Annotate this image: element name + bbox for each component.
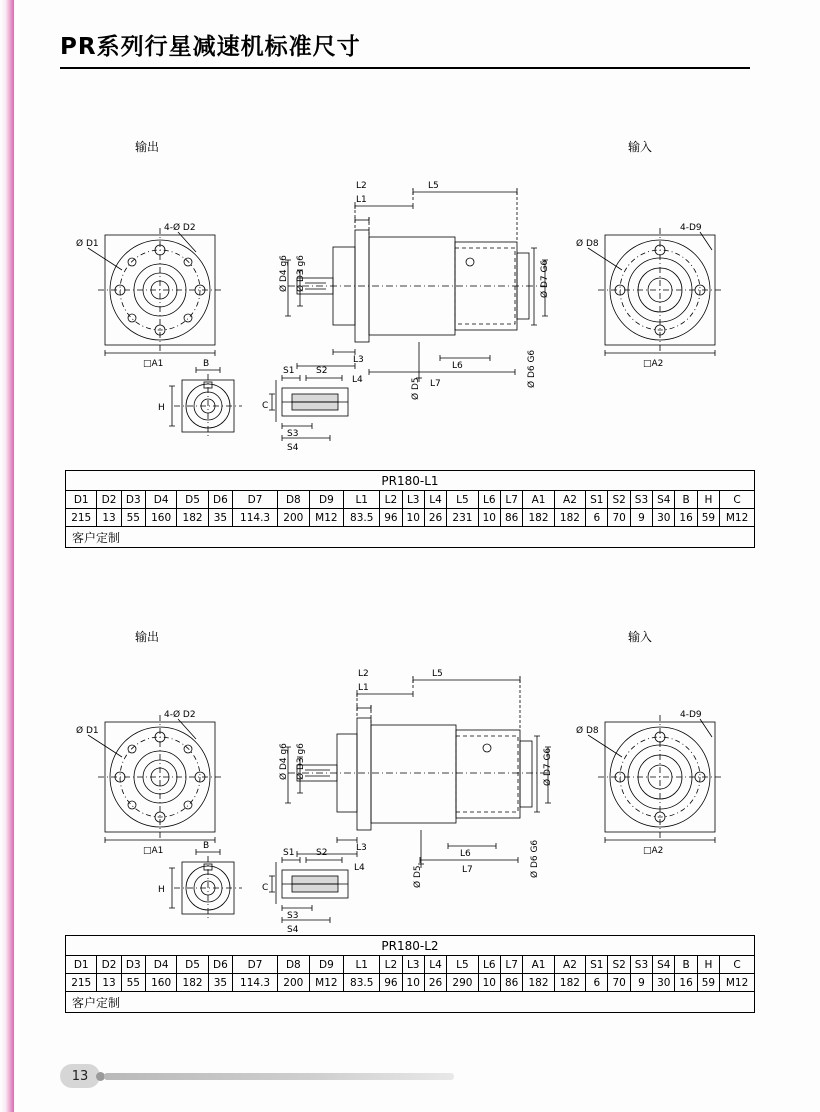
table-cell: 59 [697, 974, 719, 992]
table-cell: M12 [720, 974, 755, 992]
callout-l4-2: L4 [354, 863, 365, 873]
table-cell: 59 [697, 509, 719, 527]
spec-table-1 [65, 470, 755, 548]
callout-d2-1: 4-Ø D2 [164, 223, 196, 233]
table-cell: 96 [380, 974, 402, 992]
callout-b-2: B [203, 841, 210, 851]
callout-d2-2: 4-Ø D2 [164, 710, 196, 720]
callout-d1-1: Ø D1 [76, 239, 99, 249]
table-cell: 86 [500, 974, 522, 992]
callout-a2-2: □A2 [643, 846, 664, 856]
col-header: S2 [608, 491, 630, 509]
callout-a1-1: □A1 [143, 359, 164, 369]
table-cell: 182 [523, 509, 554, 527]
table-cell: 215 [66, 974, 97, 992]
col-header: L3 [402, 491, 424, 509]
label-output-1: 输出 [135, 140, 160, 154]
model-name: PR180-L1 [66, 471, 755, 491]
table-cell: 70 [608, 509, 630, 527]
table-cell: 182 [177, 974, 208, 992]
col-header: L5 [447, 956, 478, 974]
callout-d3-2: Ø D3 g6 [296, 743, 306, 780]
table-cell: 83.5 [344, 974, 380, 992]
spec-section-1 [0, 120, 820, 545]
label-input-1: 输入 [628, 140, 653, 154]
table-cell: 83.5 [344, 509, 380, 527]
table-cell: 10 [478, 509, 500, 527]
callout-a2-1: □A2 [643, 359, 664, 369]
drawing-group-1 [0, 120, 820, 453]
callout-l6-1: L6 [452, 361, 463, 371]
table-cell: 231 [447, 509, 478, 527]
table-cell: 114.3 [233, 509, 278, 527]
col-header: D4 [145, 956, 176, 974]
callout-d9-2: 4-D9 [680, 710, 702, 720]
callout-s4-2: S4 [287, 925, 299, 935]
table-cell: 182 [554, 509, 585, 527]
callout-d5-1: Ø D5 [411, 377, 421, 400]
callout-s1-2: S1 [283, 848, 295, 858]
col-header: L4 [424, 956, 446, 974]
col-header: S3 [630, 956, 652, 974]
callout-s2-1: S2 [316, 366, 328, 376]
table-cell: 96 [380, 509, 402, 527]
table-cell: 182 [554, 974, 585, 992]
table-cell: 290 [447, 974, 478, 992]
col-header: D8 [278, 956, 309, 974]
label-output-2: 输出 [135, 630, 160, 644]
col-header: S2 [608, 956, 630, 974]
callout-l4-1: L4 [352, 375, 363, 385]
table-cell: 9 [630, 509, 652, 527]
col-header: D6 [208, 956, 232, 974]
col-header: S4 [653, 956, 675, 974]
callout-l5-1: L5 [428, 181, 439, 191]
col-header: S1 [586, 956, 608, 974]
table-cell: 9 [630, 974, 652, 992]
callout-d8-1: Ø D8 [576, 239, 599, 249]
table-cell: 35 [208, 509, 232, 527]
table-cell: 160 [145, 974, 176, 992]
model-name: PR180-L2 [66, 936, 755, 956]
table-cell: 114.3 [233, 974, 278, 992]
callout-d6-1: Ø D6 G6 [527, 349, 537, 388]
col-header: A1 [523, 956, 554, 974]
callout-h-1: H [158, 403, 165, 413]
col-header: D1 [66, 956, 97, 974]
table-cell: 6 [586, 974, 608, 992]
callout-l1-1: L1 [356, 195, 367, 205]
col-header: D4 [145, 491, 176, 509]
callout-l2-1: L2 [356, 181, 367, 191]
col-header: D5 [177, 491, 208, 509]
col-header: L2 [380, 956, 402, 974]
callout-l7-1: L7 [430, 379, 441, 389]
col-header: C [720, 491, 755, 509]
callout-l5-2: L5 [432, 669, 443, 679]
col-header: L3 [402, 956, 424, 974]
col-header: D2 [97, 956, 121, 974]
callout-s4-1: S4 [287, 443, 299, 453]
callout-c-2: C [262, 883, 269, 893]
table-cell: 16 [675, 509, 697, 527]
page-number-badge: 13 [60, 1064, 100, 1088]
drawing-group-2 [0, 610, 820, 940]
col-header: D6 [208, 491, 232, 509]
table-cell: 200 [278, 509, 309, 527]
callout-d9-1: 4-D9 [680, 223, 702, 233]
callout-c-1: C [262, 401, 269, 411]
table-cell: M12 [309, 509, 344, 527]
table-cell: 10 [478, 974, 500, 992]
table-note: 客户定制 [66, 992, 755, 1013]
col-header: D5 [177, 956, 208, 974]
footer-bar [104, 1073, 454, 1080]
col-header: C [720, 956, 755, 974]
col-header: H [697, 956, 719, 974]
col-header: D7 [233, 956, 278, 974]
callout-l3-1: L3 [353, 355, 364, 365]
callout-s2-2: S2 [316, 848, 328, 858]
table-cell: 30 [653, 509, 675, 527]
page-footer [60, 1064, 760, 1090]
title-rule [60, 67, 750, 69]
col-header: S1 [586, 491, 608, 509]
table-cell: 160 [145, 509, 176, 527]
col-header: D8 [278, 491, 309, 509]
table-cell: M12 [309, 974, 344, 992]
spec-section-2 [0, 610, 820, 1010]
spec-table-2 [65, 935, 755, 1013]
callout-b-1: B [203, 359, 210, 369]
callout-s3-1: S3 [287, 429, 299, 439]
callout-l1-2: L1 [358, 683, 369, 693]
callout-l7-2: L7 [462, 865, 473, 875]
table-value-row-2 [66, 974, 755, 992]
table-model-row-1 [66, 471, 755, 491]
callout-l2-2: L2 [358, 669, 369, 679]
col-header: L1 [344, 491, 380, 509]
table-cell: 6 [586, 509, 608, 527]
table-value-row-1 [66, 509, 755, 527]
col-header: L7 [500, 956, 522, 974]
table-cell: M12 [720, 509, 755, 527]
col-header: L6 [478, 956, 500, 974]
table-cell: 13 [97, 509, 121, 527]
table-cell: 55 [121, 509, 145, 527]
callout-d8-2: Ø D8 [576, 726, 599, 736]
table-cell: 215 [66, 509, 97, 527]
table-cell: 35 [208, 974, 232, 992]
col-header: L5 [447, 491, 478, 509]
col-header: A1 [523, 491, 554, 509]
table-header-row-2 [66, 956, 755, 974]
table-cell: 86 [500, 509, 522, 527]
table-cell: 200 [278, 974, 309, 992]
callout-d1-2: Ø D1 [76, 726, 99, 736]
col-header: L2 [380, 491, 402, 509]
col-header: L1 [344, 956, 380, 974]
table-cell: 10 [402, 509, 424, 527]
table-cell: 30 [653, 974, 675, 992]
technical-drawing-2 [0, 610, 820, 935]
col-header: B [675, 491, 697, 509]
table-cell: 16 [675, 974, 697, 992]
callout-l3-2: L3 [356, 843, 367, 853]
col-header: D7 [233, 491, 278, 509]
table-cell: 13 [97, 974, 121, 992]
table-note-row-2 [66, 992, 755, 1013]
table-cell: 10 [402, 974, 424, 992]
callout-d7-2: Ø D7 G6 [543, 747, 553, 786]
col-header: S4 [653, 491, 675, 509]
col-header: H [697, 491, 719, 509]
callout-a1-2: □A1 [143, 846, 164, 856]
callout-h-2: H [158, 885, 165, 895]
table-header-row-1 [66, 491, 755, 509]
table-cell: 55 [121, 974, 145, 992]
label-input-2: 输入 [628, 630, 653, 644]
page-header [60, 28, 760, 69]
table-cell: 182 [523, 974, 554, 992]
technical-drawing-1 [0, 120, 820, 453]
table-cell: 182 [177, 509, 208, 527]
table-model-row-2 [66, 936, 755, 956]
callout-l6-2: L6 [460, 849, 471, 859]
col-header: D9 [309, 491, 344, 509]
page-title: PR系列行星减速机标准尺寸 [60, 34, 361, 60]
col-header: D2 [97, 491, 121, 509]
col-header: B [675, 956, 697, 974]
table-cell: 26 [424, 974, 446, 992]
callout-d5-2: Ø D5 [413, 865, 423, 888]
col-header: D1 [66, 491, 97, 509]
table-cell: 26 [424, 509, 446, 527]
callout-d6-2: Ø D6 G6 [530, 839, 540, 878]
callout-d4-2: Ø D4 g6 [279, 743, 289, 780]
callout-d3-1: Ø D3 g6 [296, 255, 306, 292]
col-header: D3 [121, 956, 145, 974]
col-header: D9 [309, 956, 344, 974]
callout-d4-1: Ø D4 g6 [279, 255, 289, 292]
table-note-row-1 [66, 527, 755, 548]
col-header: S3 [630, 491, 652, 509]
callout-s3-2: S3 [287, 911, 299, 921]
col-header: D3 [121, 491, 145, 509]
col-header: A2 [554, 956, 585, 974]
table-cell: 70 [608, 974, 630, 992]
table-note: 客户定制 [66, 527, 755, 548]
col-header: L6 [478, 491, 500, 509]
col-header: A2 [554, 491, 585, 509]
col-header: L7 [500, 491, 522, 509]
callout-d7-1: Ø D7 G6 [540, 259, 550, 298]
col-header: L4 [424, 491, 446, 509]
callout-s1-1: S1 [283, 366, 295, 376]
